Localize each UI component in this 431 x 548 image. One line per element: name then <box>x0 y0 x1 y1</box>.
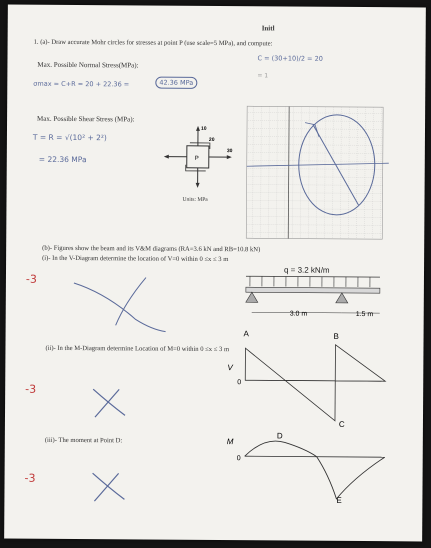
point-c-label: C <box>338 419 345 429</box>
exam-paper <box>4 5 426 542</box>
q1a-title: 1. (a)- Draw accurate Mohr circles for stresses at point P (use scale=5 MPa), and compute: <box>33 38 273 48</box>
support-a <box>246 292 258 302</box>
beam-body <box>246 287 380 293</box>
grid-area <box>246 106 383 239</box>
v-axis-label: V <box>227 363 233 373</box>
units-label: Units: MPa <box>182 196 208 203</box>
crossed-out-mark-3 <box>84 467 134 507</box>
max-shear-answer: = 22.36 MPa <box>38 154 87 165</box>
v-segment-negative <box>285 380 335 420</box>
v-segment-overhang <box>335 345 385 381</box>
cross-stroke-a <box>74 283 166 332</box>
load-line <box>246 276 380 277</box>
score-mark-3: -3 <box>24 471 36 485</box>
shear-diagram <box>225 324 396 440</box>
m-axis-label: M <box>226 437 234 447</box>
point-a-label: A <box>243 329 249 339</box>
max-normal-work: σmax = C+R = 20 + 22.36 = <box>33 79 130 89</box>
score-mark-2: -3 <box>25 382 37 396</box>
q1b-part3: (iii)- The moment at Point D: <box>44 436 123 445</box>
support-b <box>336 293 348 303</box>
cross-stroke-a <box>93 389 125 415</box>
load-label: q = 3.2 kN/m <box>283 265 330 275</box>
v-zero-label: 0 <box>237 379 242 387</box>
m-negative-curve <box>316 457 384 499</box>
v-segment-positive <box>245 348 285 380</box>
moment-diagram <box>224 426 395 519</box>
stress-right-label: 30 <box>226 148 233 155</box>
dim-label-2: 1.5 m <box>355 310 374 319</box>
point-p-label: P <box>194 155 199 162</box>
max-shear-label: Max. Possible Shear Stress (MPa): <box>37 114 135 124</box>
max-normal-answer: 42.36 MPa <box>155 77 197 89</box>
arrowhead-right <box>227 155 232 159</box>
initials-label: Initl <box>261 24 275 33</box>
load-arrows <box>250 276 370 287</box>
point-d-label: D <box>276 431 283 441</box>
cross-stroke-b <box>116 277 146 325</box>
shear-label: 20 <box>208 136 215 143</box>
stress-element-diagram <box>157 121 243 197</box>
max-normal-label: Max. Possible Normal Stress(MPa): <box>37 60 139 70</box>
center-work: C = (30+10)/2 = 20 <box>257 54 323 63</box>
q1b-part2: (ii)- In the M-Diagram determine Location of M=0 within 0 ≤x ≤ 3 m <box>45 344 230 354</box>
crossed-out-mark-2 <box>85 383 135 423</box>
arrowhead-top <box>196 126 200 131</box>
score-mark-1: -3 <box>25 272 37 286</box>
mohr-circle-grid <box>244 104 391 245</box>
cross-stroke-a <box>92 473 124 499</box>
max-shear-work: T = R = √(10² + 2²) <box>32 132 107 143</box>
beam-diagram <box>232 260 392 321</box>
arrowhead-left <box>164 155 169 159</box>
m-positive-curve <box>245 441 317 457</box>
point-e-label: E <box>336 495 342 505</box>
m-baseline <box>245 456 385 457</box>
dim-label-1: 3.0 m <box>289 310 308 318</box>
m-zero-label: 0 <box>236 455 241 463</box>
center-work-2: = 1 <box>257 72 269 80</box>
crossed-out-mark-1 <box>66 273 186 334</box>
arrowhead-bottom <box>196 183 200 188</box>
q1b-part1: (i)- In the V-Diagram determine the location of V=0 within 0 ≤x ≤ 3 m <box>42 254 229 264</box>
stress-top-label: 10 <box>200 125 207 132</box>
point-b-label: B <box>333 331 339 341</box>
q1b-title: (b)- Figures show the beam and its V&M diagrams (RA=3.6 kN and RB=10.8 kN) <box>42 244 261 254</box>
